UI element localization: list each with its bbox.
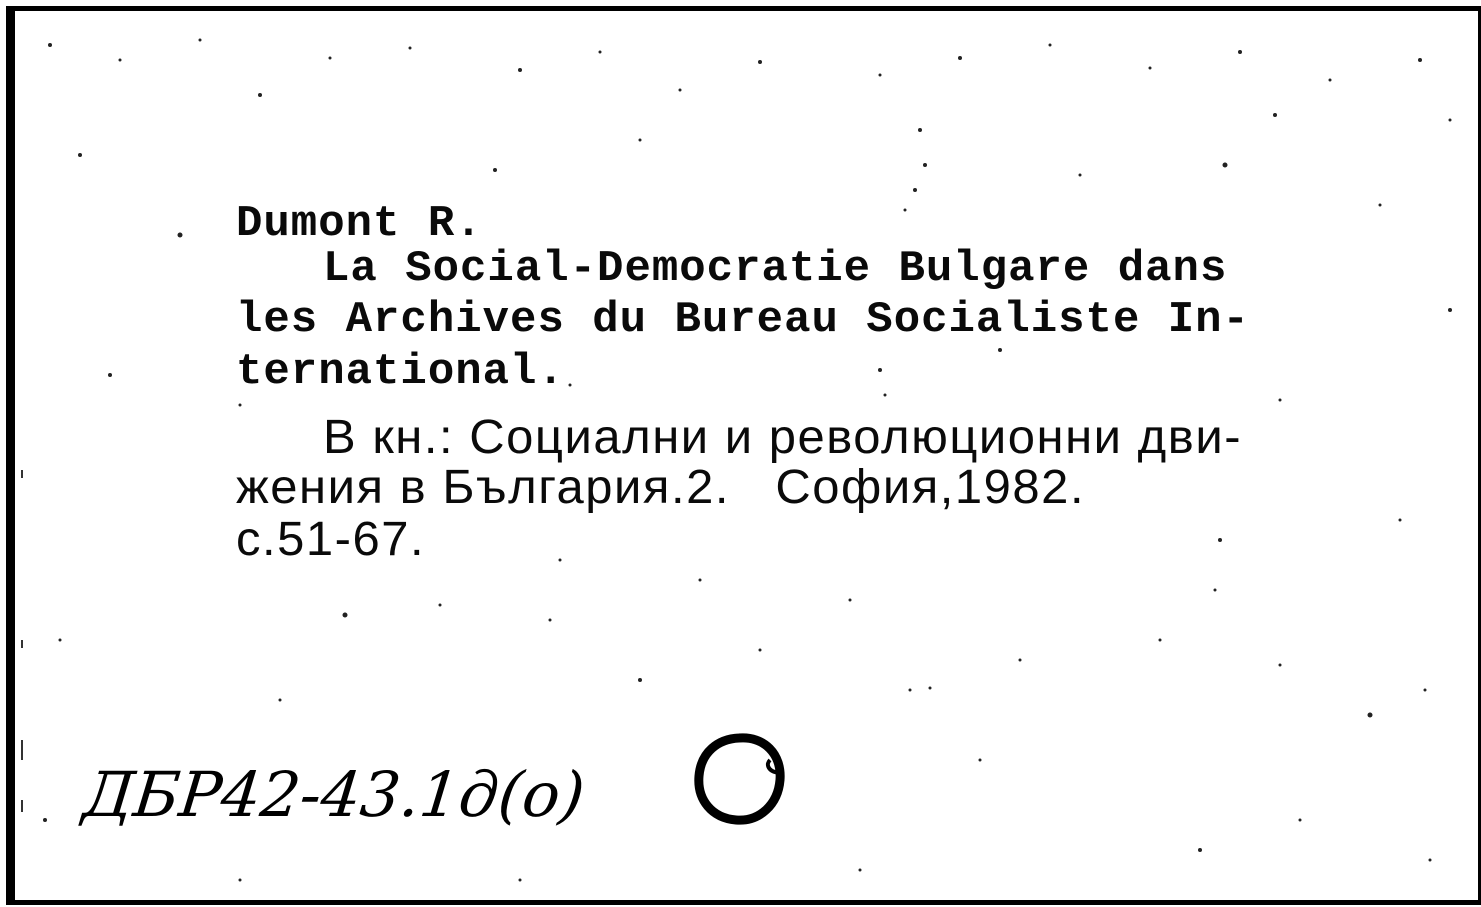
author-line: Dumont R. xyxy=(236,199,483,249)
handwritten-call-number: ДБР42-43.1д(о) xyxy=(79,758,589,831)
source-line-1: В кн.: Социални и революционни дви- xyxy=(323,411,1243,464)
source-line-2: жения в България.2. София,1982. xyxy=(236,461,1086,514)
title-line-2: les Archives du Bureau Socialiste In- xyxy=(236,295,1250,345)
title-line-1: La Social-Democratie Bulgare dans xyxy=(323,244,1228,294)
title-line-3: ternational. xyxy=(236,347,565,397)
stamp-circle-icon xyxy=(690,730,788,828)
source-line-3: с.51-67. xyxy=(236,513,426,566)
